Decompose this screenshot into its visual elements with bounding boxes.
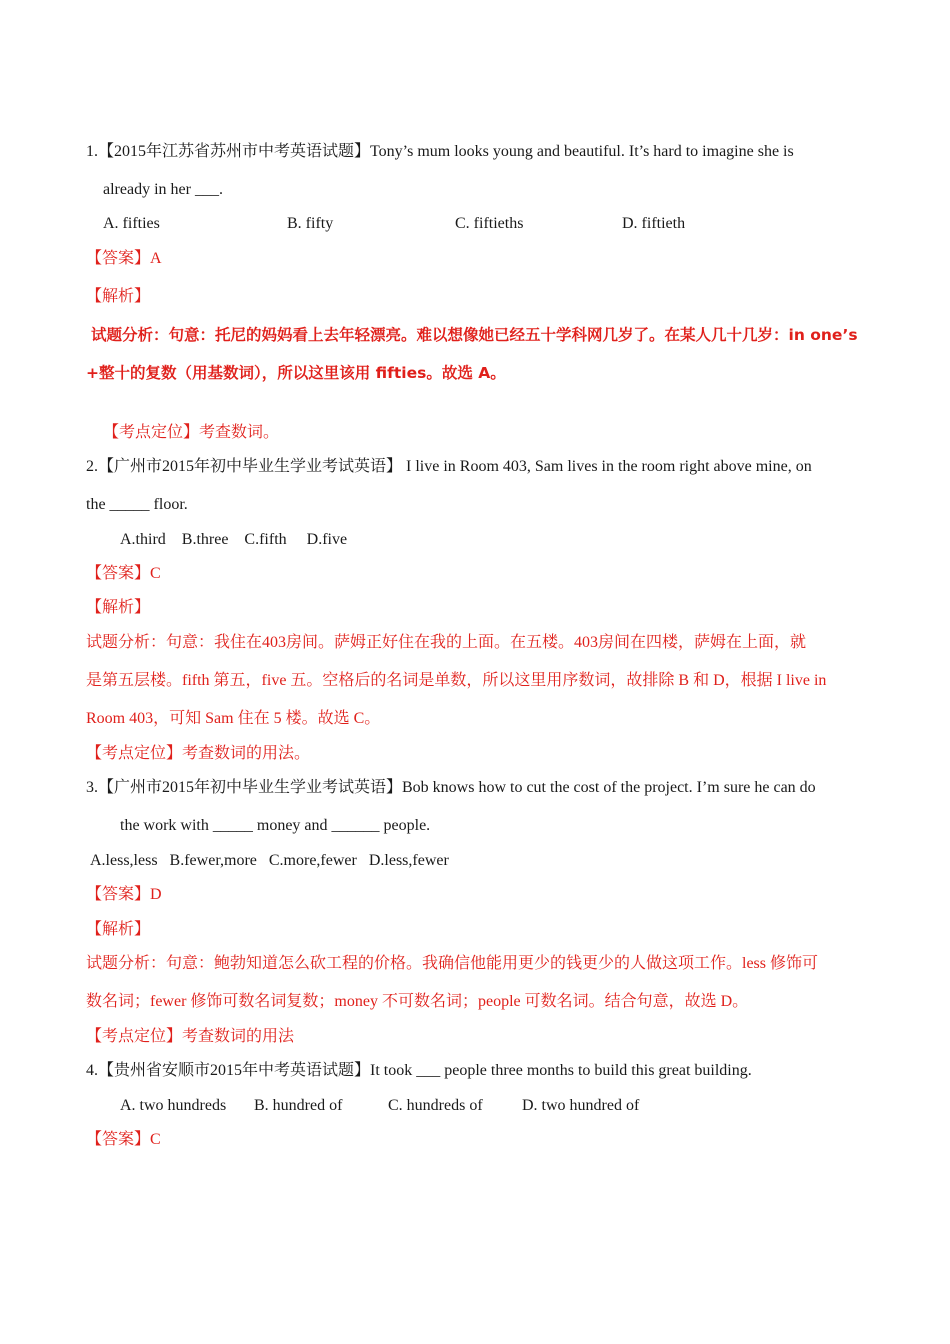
q1-analysis-line1: 试题分析：句意：托尼的妈妈看上去年轻漂亮。难以想像她已经五十学科网几岁了。在某人几十几岁：in one’s <box>91 326 858 344</box>
q1-point: 【考点定位】考查数词。 <box>103 424 280 441</box>
q3-analysis-line1: 试题分析：句意：鲍勃知道怎么砍工程的价格。我确信他能用更少的钱更少的人做这项工作。less 修饰可 <box>86 955 819 972</box>
q4-option-c: C. hundreds of <box>388 1097 483 1114</box>
q2-stem-line2: the _____ floor. <box>86 496 188 513</box>
q2-answer: 【答案】C <box>86 565 161 582</box>
q4-stem: 4.【贵州省安顺市2015年中考英语试题】It took ___ people three months to build this great building. <box>86 1062 752 1079</box>
q3-stem-line2: the work with _____ money and ______ people. <box>120 817 431 834</box>
q2-analysis-line3: Room 403，可知 Sam 住在 5 楼。故选 C。 <box>86 710 381 727</box>
q2-analysis-label: 【解析】 <box>86 599 151 616</box>
q3-options: A.less,less B.fewer,more C.more,fewer D.less,fewer <box>90 852 449 869</box>
q2-analysis-line1: 试题分析：句意：我住在403房间。萨姆正好住在我的上面。在五楼。403房间在四楼，萨姆在上面，就 <box>86 634 807 651</box>
q4-option-b: B. hundred of <box>254 1097 343 1114</box>
q1-stem-line2: already in her ___. <box>103 181 223 198</box>
q1-option-c: C. fiftieths <box>455 215 524 232</box>
q1-analysis-label: 【解析】 <box>86 288 151 305</box>
q3-analysis-line2: 数名词；fewer 修饰可数名词复数；money 不可数名词；people 可数名词。结合句意，故选 D。 <box>86 993 749 1010</box>
q4-option-d: D. two hundred of <box>522 1097 640 1114</box>
q2-stem-line1: 2.【广州市2015年初中毕业生学业考试英语】 I live in Room 403, Sam lives in the room right above mine, on <box>86 458 812 475</box>
q1-stem-line1: 1.【2015年江苏省苏州市中考英语试题】Tony’s mum looks young and beautiful. It’s hard to imagine she is <box>86 143 794 160</box>
q3-answer: 【答案】D <box>86 886 162 903</box>
q3-point: 【考点定位】考查数词的用法 <box>86 1028 295 1045</box>
q3-stem-line1: 3.【广州市2015年初中毕业生学业考试英语】Bob knows how to cut the cost of the project. I’m sure he can do <box>86 779 816 796</box>
q1-option-a: A. fifties <box>103 215 160 232</box>
q2-analysis-line2: 是第五层楼。fifth 第五，five 五。空格后的名词是单数，所以这里用序数词，故排除 B 和 D，根据 I live in <box>86 672 827 689</box>
q1-answer: 【答案】A <box>86 250 162 267</box>
q1-analysis-line2: +整十的复数（用基数词），所以这里该用 fifties。故选 A。 <box>86 364 506 382</box>
q4-option-a: A. two hundreds <box>120 1097 227 1114</box>
q1-option-b: B. fifty <box>287 215 334 232</box>
q1-option-d: D. fiftieth <box>622 215 686 232</box>
q3-analysis-label: 【解析】 <box>86 921 151 938</box>
q4-answer: 【答案】C <box>86 1131 161 1148</box>
q2-point: 【考点定位】考查数词的用法。 <box>86 745 311 762</box>
q2-options: A.third B.three C.fifth D.five <box>120 531 348 548</box>
